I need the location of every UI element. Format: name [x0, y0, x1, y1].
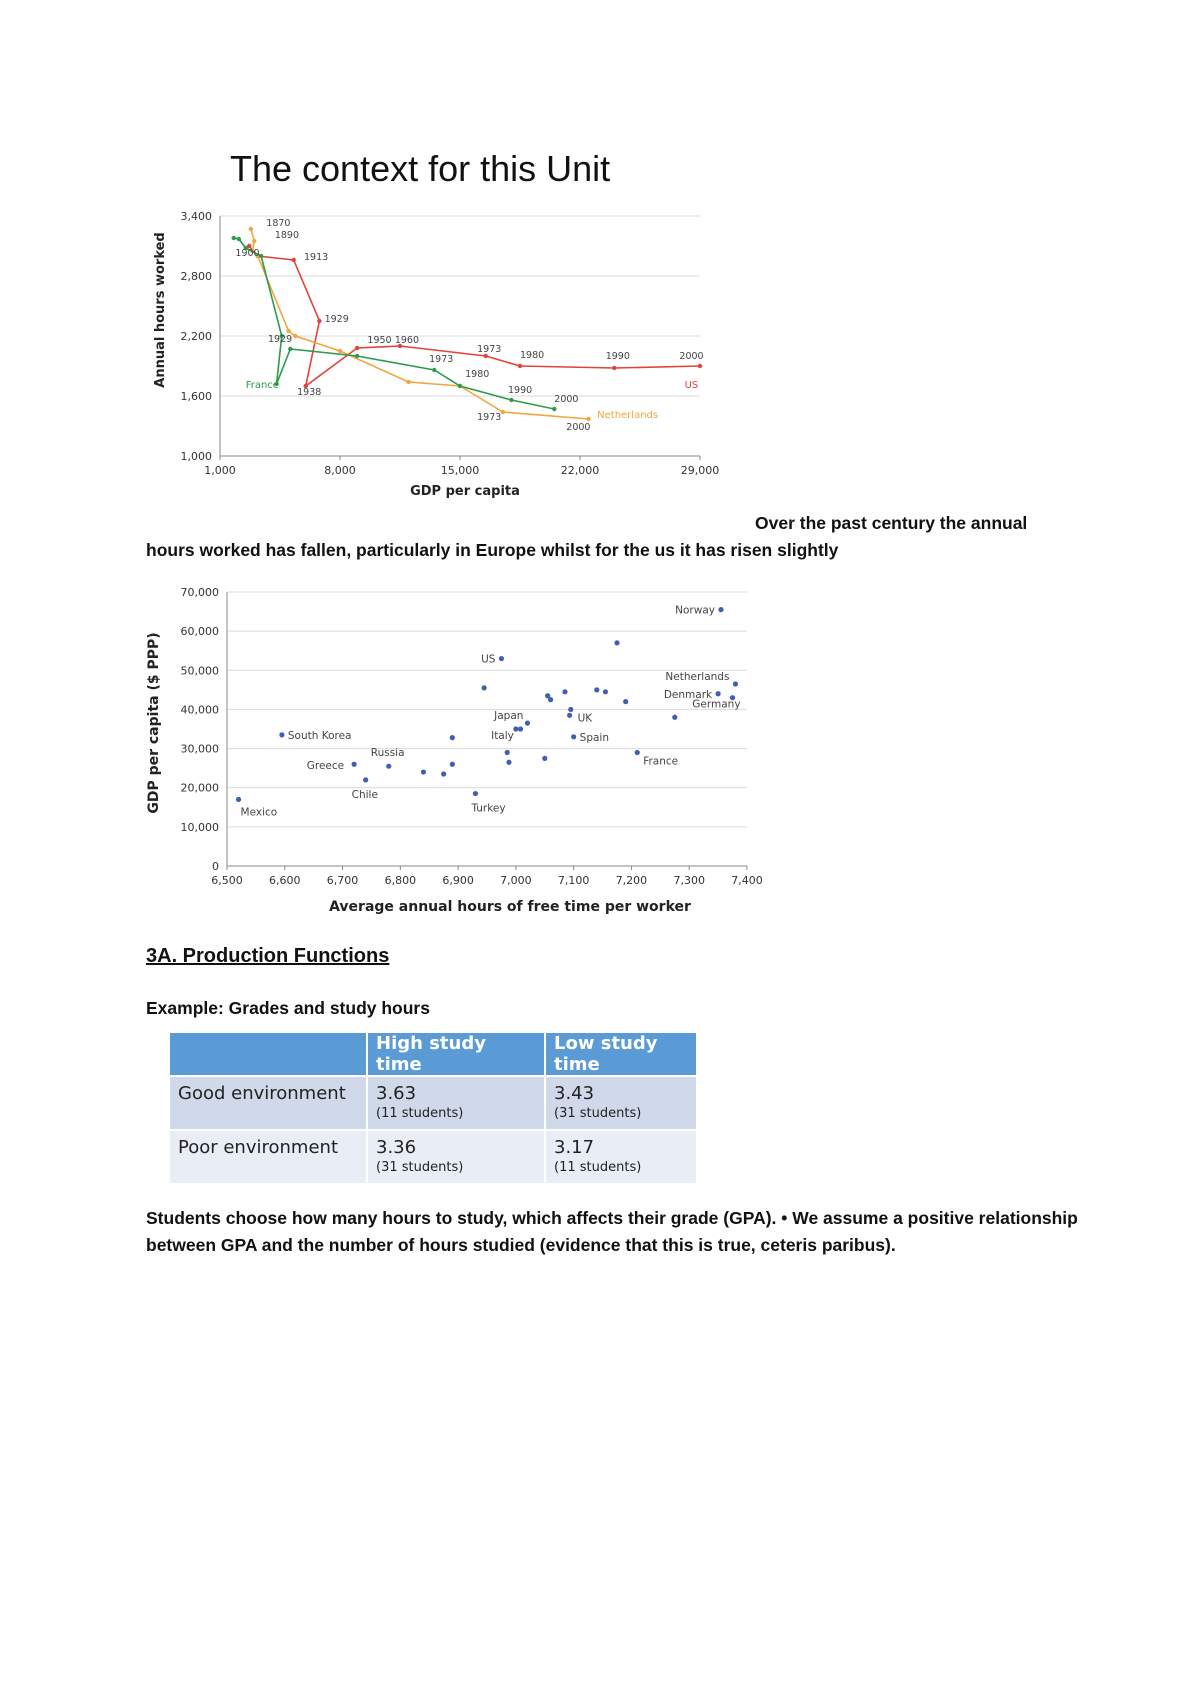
year-annotation: 1973 — [477, 344, 502, 355]
table-header-row — [170, 1033, 697, 1076]
table-cell — [367, 1130, 545, 1183]
series-point — [406, 380, 410, 384]
scatter-point — [542, 756, 547, 761]
scatter-point — [513, 726, 518, 731]
scatter-point — [386, 764, 391, 769]
point-label: Mexico — [240, 806, 278, 819]
year-annotation: 1870 — [266, 218, 291, 229]
y-tick-label: 2,800 — [180, 270, 212, 283]
scatter-point — [718, 607, 723, 612]
x-tick-label: 22,000 — [560, 464, 600, 477]
year-annotation: 1929 — [268, 334, 293, 345]
series-point — [698, 364, 702, 368]
scatter-point — [603, 689, 608, 694]
point-label: UK — [577, 712, 593, 725]
table-row — [170, 1130, 697, 1183]
chart2-ylabel: GDP per capita ($ PPP) — [146, 632, 162, 814]
scatter-point — [352, 762, 357, 767]
scatter-point — [450, 762, 455, 767]
x-tick-label: 1,000 — [204, 464, 236, 477]
chart1-ylabel: Annual hours worked — [153, 232, 168, 388]
y-tick-label: 60,000 — [180, 625, 219, 639]
year-annotation: 1973 — [477, 412, 502, 423]
section-heading: 3A. Production Functions — [146, 945, 390, 967]
year-annotation: 1990 — [508, 385, 533, 396]
series-label: Netherlands — [597, 410, 659, 421]
scatter-point — [567, 713, 572, 718]
x-tick-label: 8,000 — [324, 464, 356, 477]
y-tick-label: 10,000 — [180, 820, 219, 834]
table-cell — [545, 1076, 697, 1130]
cell-note: (11 students) — [376, 1106, 464, 1121]
chart2-xlabel: Average annual hours of free time per worker — [329, 899, 691, 915]
table-header-cell: High study time — [367, 1033, 545, 1076]
year-annotation: 1938 — [297, 387, 322, 398]
scatter-point — [499, 656, 504, 661]
point-label: Spain — [579, 731, 610, 744]
point-label: Denmark — [663, 688, 713, 701]
series-point — [612, 366, 616, 370]
year-annotation: 1980 — [520, 350, 545, 361]
chart1-title: The context for this Unit — [230, 148, 611, 189]
example-label: Example: Grades and study hours — [146, 998, 430, 1018]
scatter-point — [441, 771, 446, 776]
cell-note: (31 students) — [554, 1106, 642, 1121]
cell-value: 3.17 — [554, 1137, 595, 1158]
y-tick-label: 1,000 — [180, 450, 212, 463]
row-label: Good environment — [170, 1076, 367, 1130]
scatter-point — [450, 735, 455, 740]
x-tick-label: 15,000 — [440, 464, 480, 477]
series-point — [509, 398, 513, 402]
point-label: France — [643, 755, 679, 768]
cell-note: (31 students) — [376, 1160, 464, 1175]
scatter-point — [568, 707, 573, 712]
scatter-point — [505, 750, 510, 755]
year-annotation: 1980 — [465, 369, 490, 380]
y-tick-label: 30,000 — [180, 742, 219, 756]
series-point — [288, 347, 292, 351]
series-point — [518, 364, 522, 368]
point-label: Japan — [494, 710, 524, 723]
cell-value: 3.36 — [376, 1137, 417, 1158]
point-label: Germany — [692, 698, 741, 711]
year-annotation: 1913 — [304, 252, 329, 263]
year-annotation: 1990 — [605, 351, 630, 362]
gdp-freetime-chart — [140, 580, 780, 920]
year-annotation: 1929 — [324, 314, 349, 325]
cell-note: (11 students) — [554, 1160, 642, 1175]
series-point — [249, 227, 253, 231]
x-tick-label: 29,000 — [680, 464, 720, 477]
series-label: France — [245, 380, 279, 391]
scatter-point — [421, 769, 426, 774]
scatter-point — [716, 691, 721, 696]
point-label: Chile — [351, 788, 378, 801]
paragraph1-line2: hours worked has fallen, particularly in Europe whilst for the us it has risen slightly — [146, 540, 839, 560]
scatter-point — [562, 689, 567, 694]
scatter-point — [236, 797, 241, 802]
year-annotation: 1950 — [367, 335, 392, 346]
y-tick-label: 20,000 — [180, 781, 219, 795]
y-tick-label: 1,600 — [180, 390, 212, 403]
year-annotation: 1973 — [429, 354, 454, 365]
point-label: Turkey — [471, 802, 506, 815]
series-point — [237, 237, 241, 241]
x-tick-label: 6,800 — [384, 874, 417, 887]
x-tick-label: 6,500 — [211, 874, 243, 887]
scatter-point — [482, 685, 487, 690]
point-label: US — [481, 653, 496, 666]
series-point — [286, 329, 290, 333]
point-label: Greece — [306, 760, 345, 773]
x-tick-label: 7,200 — [615, 874, 648, 887]
scatter-point — [506, 760, 511, 765]
series-label: US — [684, 380, 699, 391]
series-line-us — [249, 246, 700, 386]
chart1-xlabel: GDP per capita — [410, 484, 520, 499]
scatter-point — [279, 732, 284, 737]
paragraph2-line1: Students choose how many hours to study, which affects their grade (GPA). • We assume a positive relationship — [146, 1208, 1078, 1228]
series-point — [458, 384, 462, 388]
scatter-point — [525, 721, 530, 726]
scatter-point — [594, 687, 599, 692]
x-tick-label: 7,300 — [673, 874, 705, 887]
y-tick-label: 3,400 — [180, 210, 212, 223]
point-label: Russia — [370, 747, 405, 760]
point-label: Norway — [675, 604, 715, 617]
x-tick-label: 6,700 — [326, 874, 359, 887]
scatter-point — [548, 697, 553, 702]
paragraph1-line1: Over the past century the annual — [755, 513, 1028, 533]
x-tick-label: 7,400 — [731, 874, 763, 887]
y-tick-label: 40,000 — [180, 703, 219, 717]
row-label: Poor environment — [170, 1130, 367, 1183]
y-tick-label: 70,000 — [180, 586, 219, 599]
year-annotation: 2000 — [679, 351, 704, 362]
y-tick-label: 0 — [212, 860, 219, 873]
x-tick-label: 7,100 — [557, 874, 590, 887]
y-tick-label: 2,200 — [180, 330, 212, 343]
x-tick-label: 6,600 — [269, 874, 301, 887]
table-header-cell: Low study time — [545, 1033, 697, 1076]
table-header-cell — [170, 1033, 367, 1076]
table-row — [170, 1076, 697, 1130]
point-label: Netherlands — [665, 670, 730, 683]
series-point — [252, 239, 256, 243]
cell-value: 3.63 — [376, 1083, 417, 1104]
table-cell — [545, 1130, 697, 1183]
scatter-point — [518, 726, 523, 731]
year-annotation: 2000 — [554, 394, 579, 405]
year-annotation: 2000 — [566, 422, 591, 433]
series-point — [292, 258, 296, 262]
series-line-france — [234, 238, 555, 409]
y-tick-label: 50,000 — [180, 664, 219, 678]
gpa-table — [170, 1033, 698, 1183]
scatter-point — [623, 699, 628, 704]
year-annotation: 1890 — [274, 230, 300, 241]
series-point — [552, 407, 556, 411]
hours-gdp-chart — [140, 200, 720, 500]
point-label: South Korea — [287, 729, 352, 742]
series-point — [317, 319, 321, 323]
series-point — [293, 334, 297, 338]
series-point — [355, 346, 359, 350]
paragraph2-line2: between GPA and the number of hours studied (evidence that this is true, ceteris paribus). — [146, 1235, 896, 1255]
scatter-point — [635, 750, 640, 755]
year-annotation: 1900 — [235, 248, 260, 259]
table-cell — [367, 1076, 545, 1130]
scatter-point — [363, 777, 368, 782]
scatter-point — [473, 791, 478, 796]
point-label: Italy — [491, 730, 514, 742]
series-point — [586, 417, 590, 421]
cell-value: 3.43 — [554, 1083, 595, 1104]
scatter-point — [614, 640, 619, 645]
series-point — [232, 236, 236, 240]
series-point — [432, 368, 436, 372]
scatter-point — [672, 715, 677, 720]
x-tick-label: 7,000 — [500, 874, 532, 887]
year-annotation: 1960 — [394, 335, 420, 346]
series-point — [355, 354, 359, 358]
x-tick-label: 6,900 — [442, 874, 474, 887]
scatter-point — [733, 681, 738, 686]
series-point — [338, 349, 342, 353]
scatter-point — [571, 734, 576, 739]
